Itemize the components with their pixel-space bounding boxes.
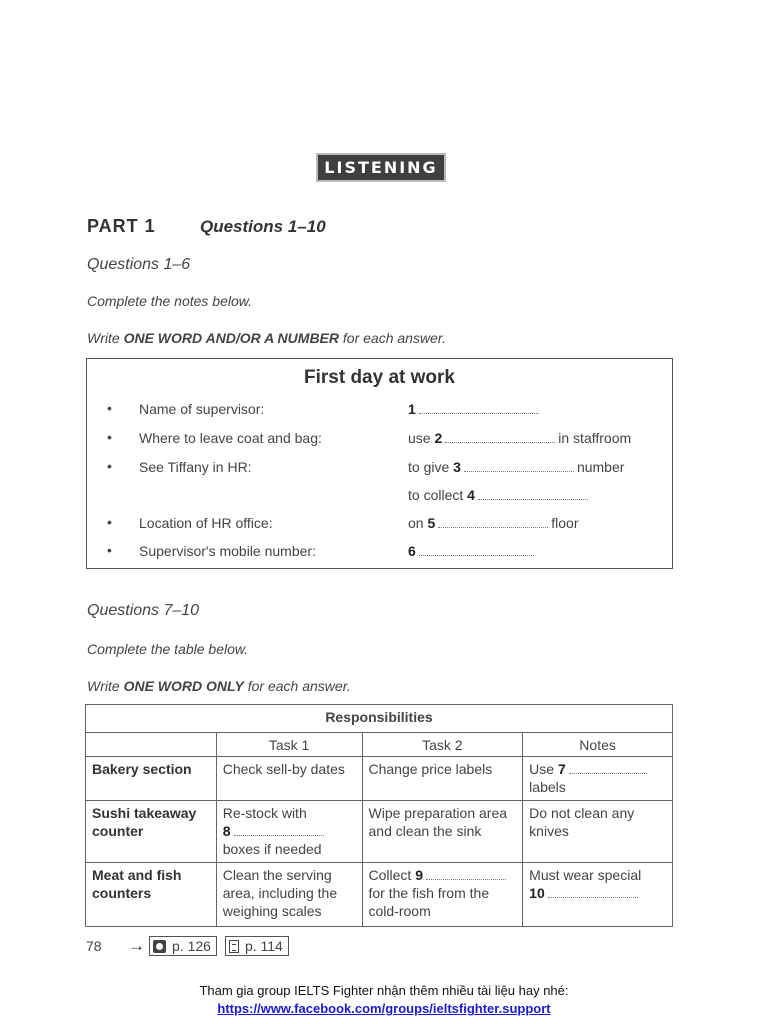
answer-blank-2[interactable] [445, 432, 555, 443]
row-header: Meat and fish counters [86, 863, 217, 927]
row-header: Bakery section [86, 757, 217, 801]
listening-badge: LISTENING [316, 153, 446, 182]
word-limit-bold: ONE WORD ONLY [123, 678, 244, 694]
answer-blank-7[interactable] [569, 763, 647, 774]
part-heading [87, 216, 326, 237]
question-number: 10 [529, 885, 545, 901]
table-cell: Use 7 labels [523, 757, 673, 801]
answer-blank-10[interactable] [548, 887, 638, 898]
answer-6 [408, 543, 537, 559]
promo-link-row [0, 1001, 768, 1016]
part-label: PART 1 [87, 216, 156, 236]
bullet-icon: • [107, 514, 112, 530]
column-header-task1: Task 1 [216, 733, 362, 757]
question-number: 5 [427, 515, 436, 531]
answer-blank-3[interactable] [464, 461, 574, 472]
document-icon [229, 940, 239, 953]
footer-nav [86, 936, 297, 956]
notes-title: First day at work [304, 367, 455, 388]
column-header-task2: Task 2 [362, 733, 523, 757]
note-label: Supervisor's mobile number: [139, 543, 316, 559]
part-question-range: Questions 1–10 [200, 217, 326, 236]
table-cell: Check sell-by dates [216, 757, 362, 801]
table-cell: Must wear special 10 [523, 863, 673, 927]
notes-box [86, 358, 673, 569]
section2-instruction: Complete the table below. [87, 641, 249, 657]
question-number: 1 [408, 401, 416, 417]
column-header-notes: Notes [523, 733, 673, 757]
answer-1 [408, 401, 542, 417]
bullet-icon: • [107, 429, 112, 445]
section1-instruction: Complete the notes below. [87, 293, 252, 309]
bullet-icon: • [107, 542, 112, 558]
question-number: 8 [222, 823, 231, 839]
row-header: Sushi takeaway counter [86, 801, 217, 863]
table-row [86, 757, 673, 801]
arrow-right-icon: → [128, 936, 145, 955]
section2-word-limit: Write ONE WORD ONLY for each answer. [87, 678, 351, 694]
promo-text: Tham gia group IELTS Fighter nhận thêm nhiều tài liệu hay nhé: [199, 983, 569, 998]
answer-blank-6[interactable] [419, 545, 534, 556]
answer-4: to collect 4 [408, 487, 591, 503]
table-cell: Change price labels [362, 757, 523, 801]
table-row [86, 863, 673, 927]
answer-blank-4[interactable] [478, 489, 588, 500]
answer-blank-9[interactable] [426, 869, 506, 880]
answer-5: on 5 floor [408, 515, 579, 531]
word-limit-bold: ONE WORD AND/OR A NUMBER [123, 330, 339, 346]
question-number: 2 [434, 430, 443, 446]
table-cell: Collect 9 for the fish from the cold-room [362, 863, 523, 927]
section1-word-limit: Write ONE WORD AND/OR A NUMBER for each answer. [87, 330, 446, 346]
note-label: Name of supervisor: [139, 401, 265, 417]
transcript-reference[interactable]: p. 114 [225, 936, 289, 956]
table-cell: Do not clean any knives [523, 801, 673, 863]
answer-blank-8[interactable] [234, 825, 324, 836]
answer-2: use 2 in staffroom [408, 430, 632, 446]
question-number: 4 [467, 487, 475, 503]
question-number: 6 [408, 543, 416, 559]
audio-reference[interactable]: p. 126 [149, 936, 217, 956]
answer-blank-5[interactable] [438, 517, 548, 528]
note-label: See Tiffany in HR: [139, 459, 252, 475]
question-number: 3 [453, 459, 461, 475]
facebook-group-link[interactable]: https://www.facebook.com/groups/ieltsfighter.support [217, 1001, 551, 1016]
table-cell: Re-stock with 8 boxes if needed [216, 801, 362, 863]
note-label: Location of HR office: [139, 515, 273, 531]
note-label: Where to leave coat and bag: [139, 430, 322, 446]
question-number: 7 [557, 761, 566, 777]
answer-blank-1[interactable] [419, 403, 539, 414]
responsibilities-table [85, 704, 673, 927]
table-caption: Responsibilities [86, 705, 673, 733]
section2-heading: Questions 7–10 [87, 602, 200, 619]
section1-heading: Questions 1–6 [87, 256, 191, 273]
question-number: 9 [415, 867, 423, 883]
answer-3: to give 3 number [408, 459, 625, 475]
page-number: 78 [86, 938, 102, 954]
table-row [86, 801, 673, 863]
table-cell: Clean the serving area, including the weighing scales [216, 863, 362, 927]
table-cell: Wipe preparation area and clean the sink [362, 801, 523, 863]
empty-header-cell [86, 733, 217, 757]
bullet-icon: • [107, 400, 112, 416]
audio-icon [153, 940, 166, 953]
bullet-icon: • [107, 458, 112, 474]
